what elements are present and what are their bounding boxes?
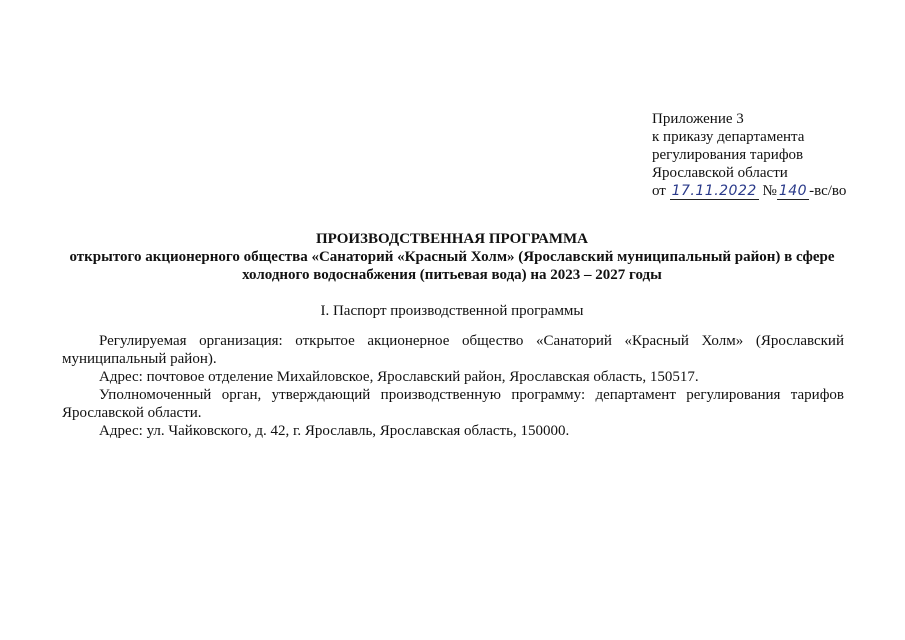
handwritten-number: 140: [778, 183, 808, 199]
handwritten-date: 17.11.2022: [671, 183, 757, 199]
document-title: [62, 230, 842, 284]
section-heading: I. Паспорт производственной программы: [320, 303, 584, 319]
appendix-line: Приложение 3: [652, 111, 744, 127]
appendix-block: [652, 110, 872, 200]
main-title: ПРОИЗВОДСТВЕННАЯ ПРОГРАММА: [315, 231, 588, 247]
paragraph-regulated-organization: Регулируемая организация: открытое акционерное общество «Санаторий «Красный Холм» (Ярославский муниципальный район).: [62, 333, 844, 367]
order-date-number-line: [652, 182, 872, 200]
from-prefix: от: [652, 183, 666, 199]
passport-body: [62, 332, 844, 440]
number-suffix: -вс/во: [809, 183, 847, 199]
subtitle-line: открытого акционерного общества «Санаторий «Красный Холм» (Ярославский муниципальный район) в сфере: [69, 249, 835, 265]
paragraph-organization-address: Адрес: почтовое отделение Михайловское, Ярославский район, Ярославская область, 150517.: [99, 369, 699, 385]
appendix-line: регулирования тарифов: [652, 147, 804, 163]
appendix-line: к приказу департамента: [652, 129, 805, 145]
number-sign: №: [762, 183, 777, 199]
appendix-line: Ярославской области: [652, 165, 788, 181]
subtitle-line: холодного водоснабжения (питьевая вода) на 2023 – 2027 годы: [242, 267, 662, 283]
paragraph-authorized-body-address: Адрес: ул. Чайковского, д. 42, г. Ярославль, Ярославская область, 150000.: [99, 423, 570, 439]
paragraph-authorized-body: Уполномоченный орган, утверждающий производственную программу: департамент регулирования тарифов Ярославской области.: [62, 387, 844, 421]
